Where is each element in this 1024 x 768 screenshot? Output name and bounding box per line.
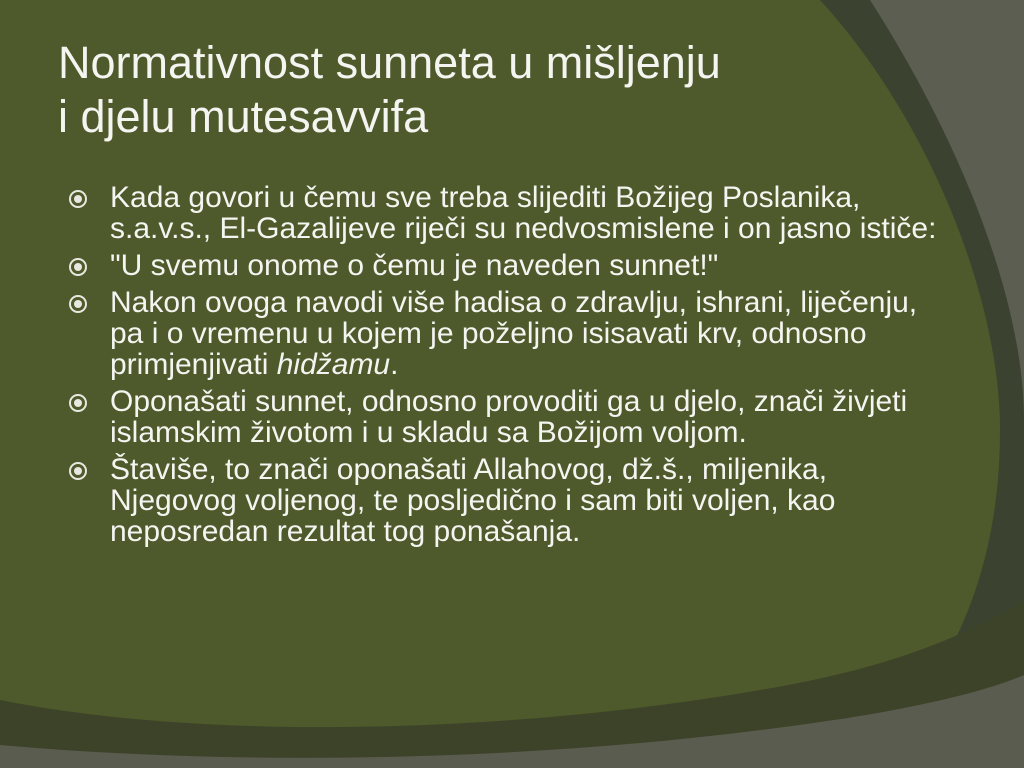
concentric-circle-bullet-icon (68, 393, 88, 413)
bullet-text: Kada govori u čemu sve treba slijediti Božijeg Poslanika, s.a.v.s., El-Gazalijeve riječi su nedvosmislene i on jasno ističe: (110, 181, 937, 245)
bullet-text: Nakon ovoga navodi više hadisa o zdravlju, ishrani, liječenju, pa i o vremenu u kojem je poželjno isisavati krv, odnosno primjenjivati (110, 286, 918, 381)
title-line-1: Normativnost sunneta u mišljenju (58, 37, 721, 88)
concentric-circle-bullet-icon (68, 189, 88, 209)
bullet-text: "U svemu onome o čemu je naveden sunnet!" (110, 249, 719, 282)
slide-title (58, 36, 958, 144)
bullet-text: Štaviše, to znači oponašati Allahovog, dž.š., miljenika, Njegovog voljenog, te posljedično i sam biti voljen, kao neposredan rezultat tog ponašanja. (110, 453, 836, 548)
bullet-suffix: . (390, 348, 399, 381)
bullet-list (68, 182, 948, 553)
concentric-circle-bullet-icon (68, 294, 88, 314)
bullet-item (68, 250, 948, 281)
bullet-item (68, 287, 948, 380)
bullet-item (68, 386, 948, 448)
bullet-item (68, 454, 948, 547)
concentric-circle-bullet-icon (68, 461, 88, 481)
bullet-italic-term: hidžamu (276, 348, 391, 381)
concentric-circle-bullet-icon (68, 257, 88, 277)
bullet-text: Oponašati sunnet, odnosno provoditi ga u djelo, znači živjeti islamskim životom i u skladu sa Božijom voljom. (110, 385, 908, 449)
title-line-2: i djelu mutesavvifa (58, 91, 429, 142)
bullet-item (68, 182, 948, 244)
